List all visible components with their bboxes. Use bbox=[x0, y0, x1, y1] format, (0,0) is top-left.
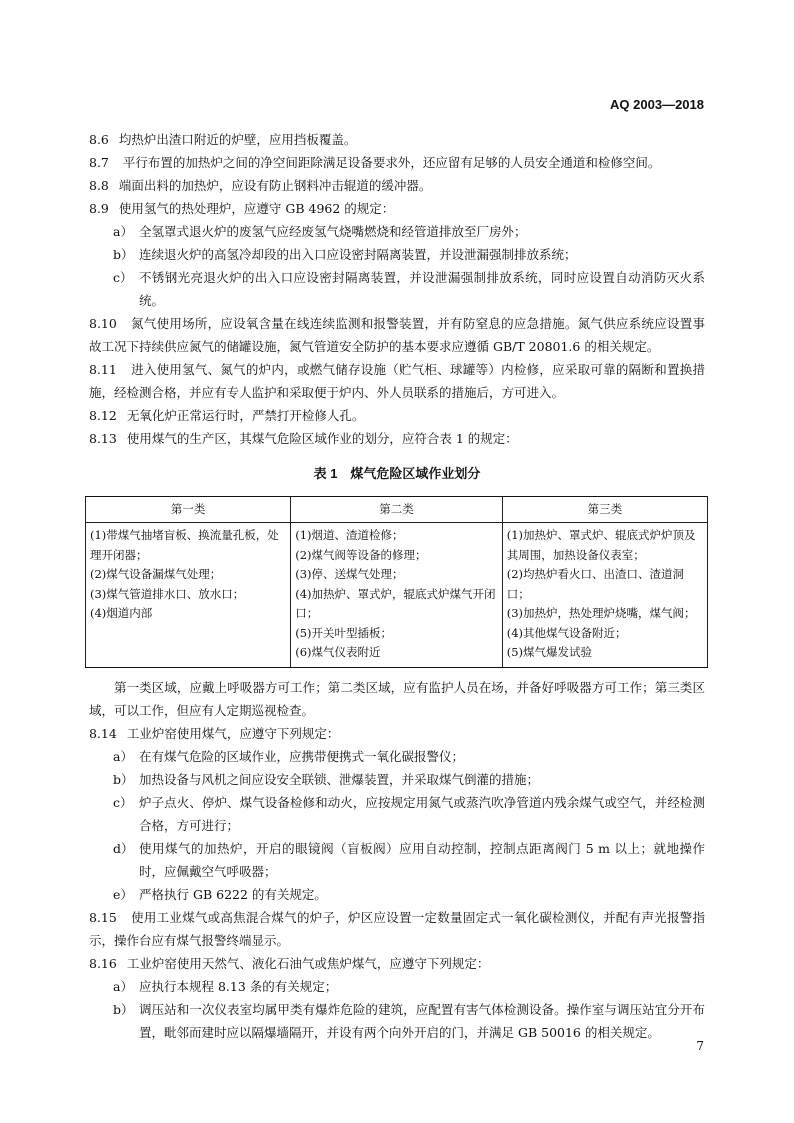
clause-number: 8.9 bbox=[89, 201, 109, 216]
clause-number: 8.16 bbox=[89, 955, 117, 971]
item-text: 连续退火炉的高氢冷却段的出入口应设密封隔离装置，并设泄漏强制排放系统； bbox=[139, 247, 577, 262]
zone-entry: (4)加热炉、罩式炉，辊底式炉煤气开闭口； bbox=[295, 586, 496, 620]
item-label: c） bbox=[113, 270, 133, 285]
clause-number: 8.6 bbox=[89, 132, 109, 147]
category-2-cell bbox=[291, 523, 502, 668]
item-label: c） bbox=[113, 794, 133, 810]
item-label: e） bbox=[113, 886, 133, 902]
clause-text: 使用氢气的热处理炉，应遵守 GB 4962 的规定： bbox=[118, 201, 395, 216]
item-text: 调压站和一次仪表室均属甲类有爆炸危险的建筑，应配置有害气体检测设备。操作室与调压站宜分开布置，毗邻而建时应以隔爆墙隔开，并设有两个向外开启的门，并满足 GB 50016 的相关规定。 bbox=[139, 1001, 705, 1040]
item-text: 全氢罩式退火炉的废氢气应经废氢气烧嘴燃烧和经管道排放至厂房外； bbox=[139, 224, 527, 239]
clause-text: 无氧化炉正常运行时，严禁打开检修人孔。 bbox=[126, 408, 365, 423]
item-label: a） bbox=[113, 978, 133, 994]
clause-8-11 bbox=[89, 358, 705, 404]
list-item bbox=[89, 837, 705, 883]
zone-entry: (5)煤气爆发试验 bbox=[506, 645, 593, 659]
clause-8-13 bbox=[89, 427, 705, 450]
item-label: d） bbox=[113, 840, 134, 856]
clause-8-16 bbox=[89, 952, 705, 975]
clause-8-9 bbox=[89, 197, 705, 220]
clause-8-6 bbox=[89, 128, 705, 151]
list-item bbox=[89, 745, 705, 768]
clause-8-10 bbox=[89, 312, 705, 358]
zone-entry: (6)煤气仪表附近 bbox=[295, 645, 381, 659]
zone-entry: (1)带煤气抽堵盲板、换流量孔板，处理开闭器； bbox=[90, 528, 279, 562]
item-text: 加热设备与风机之间应设安全联锁、泄爆装置，并采取煤气倒灌的措施； bbox=[139, 771, 540, 787]
list-item bbox=[89, 220, 705, 243]
clause-text: 使用煤气的生产区，其煤气危险区域作业的划分，应符合表 1 的规定： bbox=[126, 431, 518, 446]
clause-8-15 bbox=[89, 906, 705, 952]
item-text: 使用煤气的加热炉，开启的眼镜阀（盲板阀）应用自动控制，控制点距离阀门 5 m 以上；就地操作时，应佩戴空气呼吸器； bbox=[139, 840, 705, 879]
gas-hazard-zone-table bbox=[85, 496, 708, 668]
document-code-header: AQ 2003—2018 bbox=[610, 97, 704, 112]
clause-8-8 bbox=[89, 174, 705, 197]
item-label: b） bbox=[113, 1001, 134, 1017]
clause-text: 工业炉窑使用煤气，应遵守下列规定： bbox=[126, 725, 340, 741]
zone-entry: (1)加热炉、罩式炉、辊底式炉炉顶及其周围，加热设备仪表室； bbox=[506, 528, 696, 562]
list-item bbox=[89, 883, 705, 906]
clause-number: 8.15 bbox=[89, 909, 117, 925]
list-item bbox=[89, 998, 705, 1044]
zone-entry: (1)烟道、渣道检修； bbox=[295, 528, 404, 542]
clause-text: 端面出料的加热炉，应设有防止钢料冲击辊道的缓冲器。 bbox=[118, 178, 432, 193]
category-3-cell bbox=[502, 523, 707, 668]
zone-entry: (4)其他煤气设备附近； bbox=[506, 625, 627, 640]
clause-number: 8.7 bbox=[89, 155, 109, 170]
clause-number: 8.13 bbox=[89, 431, 117, 446]
item-label: a） bbox=[113, 748, 133, 764]
zone-entry: (5)开关叶型插板； bbox=[295, 625, 393, 640]
clause-number: 8.10 bbox=[89, 316, 117, 331]
clause-number: 8.8 bbox=[89, 178, 109, 193]
zone-entry: (2)煤气阀等设备的修理； bbox=[295, 547, 427, 562]
table-note-paragraph: 第一类区域，应戴上呼吸器方可工作；第二类区域，应有监护人员在场，并备好呼吸器方可工作；第三类区域，可以工作，但应有人定期巡视检查。 bbox=[89, 679, 705, 718]
page-content bbox=[89, 128, 705, 1044]
clause-number: 8.14 bbox=[89, 725, 117, 741]
clause-text: 工业炉窑使用天然气、液化石油气或焦炉煤气，应遵守下列规定： bbox=[126, 955, 490, 971]
clause-number: 8.11 bbox=[89, 362, 117, 377]
list-item bbox=[89, 975, 705, 998]
zone-entry: (3)加热炉，热处理炉烧嘴，煤气阀； bbox=[506, 606, 696, 620]
clause-text: 使用工业煤气或高焦混合煤气的炉子，炉区应设置一定数量固定式一氧化碳检测仪，并配有声光报警指示，操作台应有煤气报警终端显示。 bbox=[89, 909, 705, 948]
clause-text: 进入使用氢气、氮气的炉内，或燃气储存设施（贮气柜、球罐等）内检修，应采取可靠的隔断和置换措施，经检测合格，并应有专人监护和采取便于炉内、外人员联系的措施后，方可进入。 bbox=[89, 362, 705, 400]
list-item bbox=[89, 768, 705, 791]
clause-text: 均热炉出渣口附近的炉壁，应用挡板覆盖。 bbox=[118, 132, 357, 147]
item-label: a） bbox=[113, 224, 133, 239]
clause-8-14 bbox=[89, 722, 705, 745]
list-item bbox=[89, 243, 705, 266]
clause-text: 平行布置的加热炉之间的净空间距除满足设备要求外，还应留有足够的人员安全通道和检修空间。 bbox=[122, 155, 661, 170]
table-row bbox=[86, 523, 708, 668]
zone-entry: (2)均热炉看火口、出渣口、渣道洞口； bbox=[506, 567, 685, 601]
item-text: 不锈钢光亮退火炉的出入口应设密封隔离装置，并设泄漏强制排放系统，同时应设置自动消防灭火系统。 bbox=[139, 270, 705, 308]
zone-entry: (3)停、送煤气处理； bbox=[295, 567, 404, 581]
clause-number: 8.12 bbox=[89, 408, 117, 423]
zone-entry: (2)煤气设备漏煤气处理； bbox=[90, 567, 222, 581]
item-text: 炉子点火、停炉、煤气设备检修和动火，应按规定用氮气或蒸汽吹净管道内残余煤气或空气，并经检测合格，方可进行； bbox=[139, 794, 705, 833]
table-caption: 表 1 煤气危险区域作业划分 bbox=[313, 466, 481, 481]
clause-8-7 bbox=[89, 151, 705, 174]
column-header: 第一类 bbox=[86, 497, 291, 523]
clause-8-12 bbox=[89, 404, 705, 427]
item-label: b） bbox=[113, 771, 134, 787]
table-header-row bbox=[86, 497, 708, 523]
zone-entry: (3)煤气管道排水口、放水口； bbox=[90, 586, 245, 601]
item-text: 应执行本规程 8.13 条的有关规定； bbox=[139, 978, 338, 994]
column-header: 第二类 bbox=[291, 497, 502, 523]
item-text: 在有煤气危险的区域作业，应携带便携式一氧化碳报警仪； bbox=[139, 748, 465, 764]
category-1-cell bbox=[86, 523, 291, 668]
list-item bbox=[89, 791, 705, 837]
list-item bbox=[89, 266, 705, 312]
item-label: b） bbox=[113, 247, 134, 262]
column-header: 第三类 bbox=[502, 497, 707, 523]
zone-entry: (4)烟道内部 bbox=[90, 606, 153, 620]
item-text: 严格执行 GB 6222 的有关规定。 bbox=[139, 886, 327, 902]
clause-text: 氮气使用场所，应设氧含量在线连续监测和报警装置，并有防窒息的应急措施。氮气供应系统应设置事故工况下持续供应氮气的储罐设施，氮气管道安全防护的基本要求应遵循 GB/T 20801.6 的相关规定。 bbox=[89, 316, 705, 354]
page-number: 7 bbox=[696, 1039, 704, 1053]
